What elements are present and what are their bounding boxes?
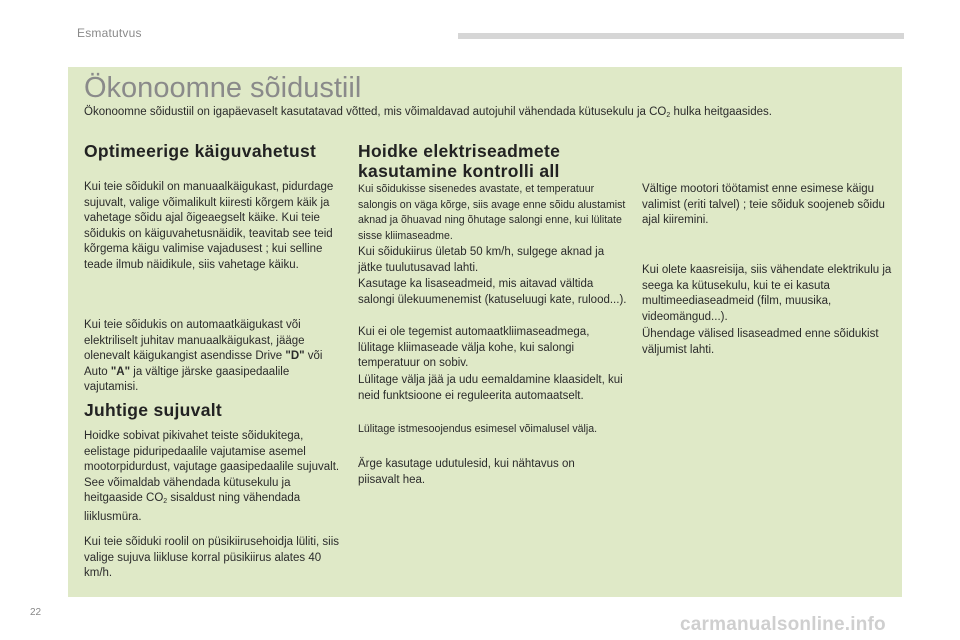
- heading-smooth-driving: Juhtige sujuvalt: [84, 400, 223, 420]
- engine-warmup-paragraph: Vältige mootori töötamist enne esimese käigu valimist (eriti talvel) ; teie sõiduk soojeneb sõidu ajal kiiremini.: [642, 183, 885, 227]
- page-number: 22: [30, 607, 42, 618]
- section-label: Esmatutvus: [77, 26, 142, 40]
- seat-heating-paragraph: Lülitage istmesoojendus esimesel võimalusel välja.: [358, 423, 598, 435]
- intro-text: Ökonoomne sõidustiil on igapäevaselt kasutatavad võtted, mis võimaldavad autojuhil vähendada kütusekulu ja $CO_2$ hulka heitgaasides.: [84, 106, 772, 119]
- header-bar: [458, 33, 904, 39]
- air-conditioning-paragraph: Kui ei ole tegemist automaatkliimaseadmega, lülitage kliimaseade välja kohe, kui salongi temperatuur on sobiv.: [358, 326, 590, 370]
- hot-cabin-paragraph: Kui sõidukisse sisenedes avastate, et temperatuur salongis on väga kõrge, siis avage enne sõidu alustamist aknad ja õhuavad ning õhutage salongi enne, kui lülitate sisse kliimaseadme.: [358, 183, 626, 242]
- demisting-paragraph: Lülitage välja jää ja udu eemaldamine klaasidelt, kui neid funktsioone ei reguleerita automaatselt.: [358, 374, 623, 402]
- fog-lights-paragraph: Ärge kasutage udutulesid, kui nähtavus on piisavalt hea.: [358, 458, 575, 486]
- smooth-driving-paragraph: Hoidke sobivat pikivahet teiste sõidukitega, eelistage piduripedaalile vajutamise asemel mootorpidurdust, vajutage gaasipedaalile sujuvalt. See võimaldab vähendada kütusekulu ja heitgaaside $CO_2$ sisaldust ning vähendada liiklusmüra.: [84, 430, 340, 523]
- heading-electrical-equipment: Hoidke elektriseadmete kasutamine kontrolli all: [358, 141, 561, 181]
- automatic-gearbox-paragraph: Kui teie sõidukis on automaatkäigukast või elektriliselt juhitav manuaalkäigukast, jääge olenevalt käigukangist asendisse Drive "D" või Auto "A" ja vältige järske gaasipedaalile vajutamisi.: [84, 319, 323, 394]
- disconnect-devices-paragraph: Ühendage välised lisaseadmed enne sõidukist väljumist lahti.: [642, 328, 879, 356]
- watermark: carmanualsonline.info: [680, 614, 886, 635]
- heading-gear-shifting: Optimeerige käiguvahetust: [84, 141, 317, 161]
- passenger-multimedia-paragraph: Kui olete kaasreisija, siis vähendate elektrikulu ja seega ka kütusekulu, kui te ei kasuta multimeediaseadmeid (film, muusika, videomängud...).: [642, 264, 892, 323]
- accessories-paragraph: Kasutage ka lisaseadmeid, mis aitavad vältida salongi ülekuumenemist (katuseluugi kate, rulood...).: [358, 278, 627, 306]
- manual-gearbox-paragraph: Kui teie sõidukil on manuaalkäigukast, pidurdage sujuvalt, valige võimalikult kiiresti kõrgem käik ja vahetage sõidu ajal õigeaegselt käike. Kui teie sõidukis on käiguvahetusnäidik, teavitab see teid kõrgema käigu valimise vajadusest ; kui selline teade ilmub näidikule, siis vahetage käiku.: [84, 181, 334, 271]
- page-title: Ökonoomne sõidustiil: [84, 72, 362, 104]
- cruise-control-paragraph: Kui teie sõiduki roolil on püsikiirusehoidja lüliti, siis valige sujuva liikluse korral püsikiirus alates 40 km/h.: [84, 536, 340, 580]
- windows-paragraph: Kui sõidukiirus ületab 50 km/h, sulgege aknad ja jätke tuulutusavad lahti.: [358, 246, 605, 274]
